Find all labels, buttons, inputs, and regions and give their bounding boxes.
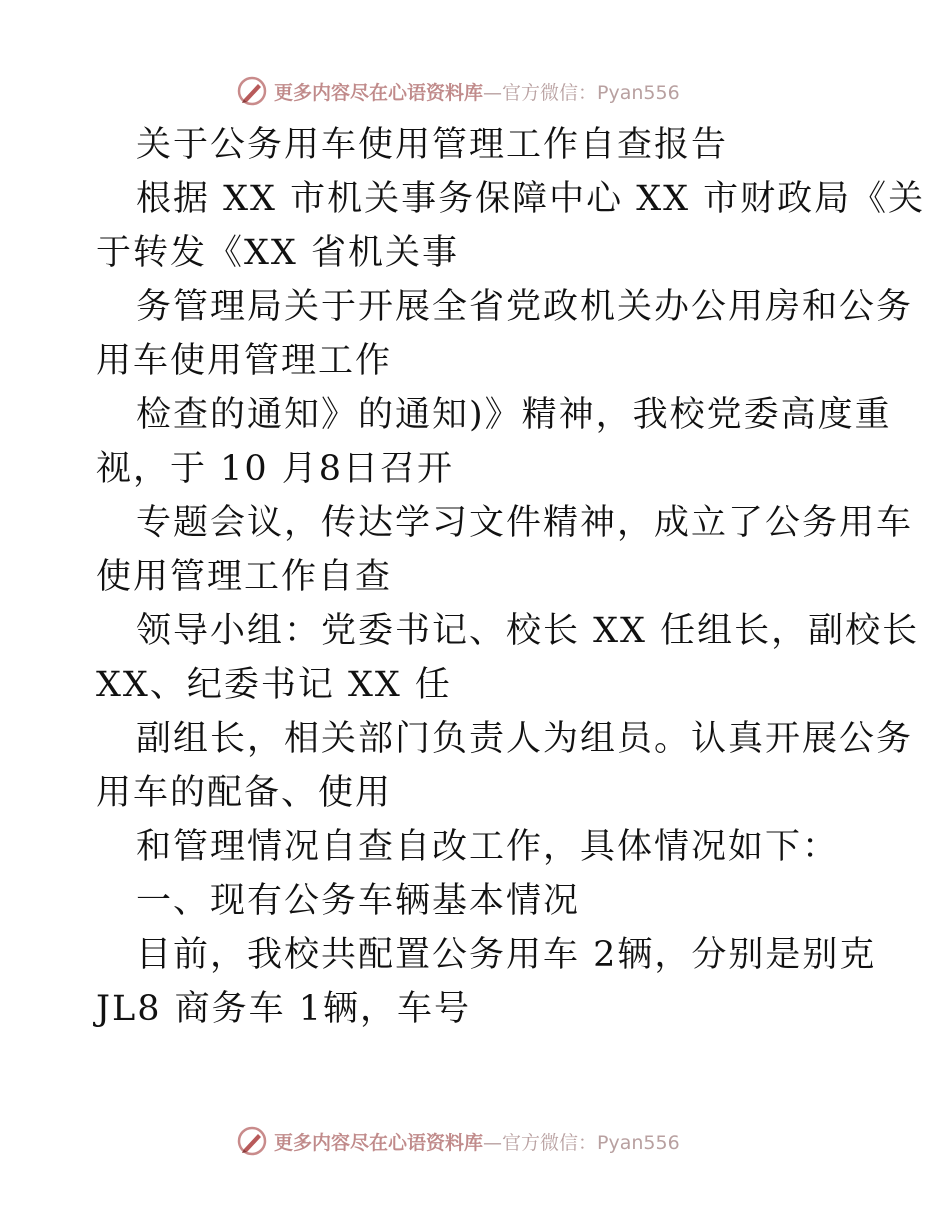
text-line: 于转发《XX 省机关事 [96,233,459,273]
document-body [96,118,926,1036]
text-line: 使用管理工作自查 [96,557,393,597]
text-line: 目前，我校共配置公务用车 2辆，分别是别克 [136,935,877,975]
pen-logo-icon [236,1125,268,1157]
watermark-contact: —官方微信：Pyan556 [483,1131,680,1154]
text-line: 副组长，相关部门负责人为组员。认真开展公务 [136,719,914,759]
text-line: 用车的配备、使用 [96,773,393,813]
text-line: 和管理情况自查自改工作，具体情况如下： [136,827,840,867]
text-line: 关于公务用车使用管理工作自查报告 [136,125,729,165]
watermark-lead: 更多内容尽在心语资料库 [274,81,484,104]
watermark-lead: 更多内容尽在心语资料库 [274,1131,484,1154]
text-line: 视，于 10 月8日召开 [96,449,455,489]
text-line: 一、现有公务车辆基本情况 [136,881,581,921]
watermark-text [274,1128,680,1155]
text-line: 根据 XX 市机关事务保障中心 XX 市财政局《关 [136,179,926,219]
pen-logo-icon [236,75,268,107]
watermark-text [274,78,680,105]
text-line: XX、纪委书记 XX 任 [96,665,452,705]
text-line: 检查的通知》的通知)》精神，我校党委高度重 [136,395,892,435]
text-line: 用车使用管理工作 [96,341,393,381]
text-line: 领导小组：党委书记、校长 XX 任组长，副校长 [136,611,920,651]
text-line: JL8 商务车 1辆，车号 [96,989,472,1029]
header-watermark [236,74,680,108]
watermark-contact: —官方微信：Pyan556 [483,81,680,104]
text-line: 专题会议，传达学习文件精神，成立了公务用车 [136,503,914,543]
footer-watermark [236,1124,680,1158]
text-line: 务管理局关于开展全省党政机关办公用房和公务 [136,287,914,327]
